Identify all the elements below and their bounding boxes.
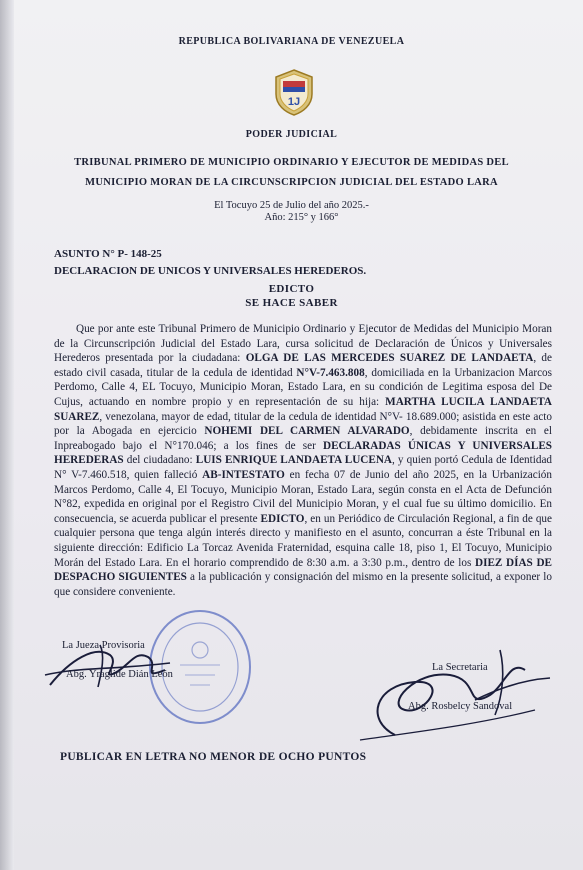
judge-name: Abg. Yraglide Dián León bbox=[66, 669, 173, 680]
republic-heading: REPUBLICA BOLIVARIANA DE VENEZUELA bbox=[178, 36, 405, 47]
edict-paragraph: Que por ante este Tribunal Primero de Municipio Ordinario y Ejecutor de Medidas del Municipio Moran de la Circunscripción Judicial del Estado Lara, cursa solicitud de Declaración de Únicos y Universales Herederos presentada por la ciudadana: OLGA DE LAS MERCEDES SUAREZ DE LANDAETA, de estado civil casada, titular de la cedula de identidad N°V-7.463.808, domiciliada en la Urbanizacion Marcos Perdomo, Calle 4, EL Tocuyo, Municipio Moran, Estado Lara, en su condición de Legitima esposa del De Cujus, actuando en nombre propio y en representación de su hija: MARTHA LUCILA LANDAETA SUAREZ, venezolana, mayor de edad, titular de la cedula de identidad N°V- 18.689.000; asistida en este acto por la Abogada en ejercicio NOHEMI DEL CARMEN ALVARADO, debidamente inscrita en el Inpreabogado bajo el N°170.046; a los fines de ser DECLARADAS ÚNICAS Y UNIVERSALES HEREDERAS del ciudadano: LUIS ENRIQUE LANDAETA LUCENA, y quien portó Cedula de Identidad N° V-7.460.518, quien falleció AB-INTESTATO en fecha 07 de Junio del año 2025, en la Urbanización Marcos Perdomo, Calle 4, El Tocuyo, Municipio Moran, Estado Lara, según consta en el Acta de Defunción N°82, expedida en original por el Registro Civil del Municipio Moran, y el cual fue su último domicilio. En consecuencia, se acuerda publicar el presente EDICTO, en un Periódico de Circulación Regional, a fin de que cualquier persona que tenga algún interés directo y manifiesto en el asunto, concurran a éste Tribunal en la siguiente dirección: Edificio La Torcaz Avenida Fraternidad, esquina calle 18, piso 1, El Tocuyo, Municipio Morán del Estado Lara. En el horario comprendido de 8:30 a.m. a 3:30 p.m., dentro de los DIEZ DÍAS DE DESPACHO SIGUIENTES a la publicación y consignación del mismo en la presente solicitud, a exponer lo que considere conveniente. bbox=[54, 323, 553, 598]
notice-title: SE HACE SABER bbox=[245, 297, 338, 309]
secretary-name: Abg. Rosbelcy Sandoval bbox=[408, 701, 513, 712]
secretary-signature-icon bbox=[355, 640, 555, 750]
branch-heading: PODER JUDICIAL bbox=[245, 129, 338, 140]
judiciary-seal-icon bbox=[272, 68, 316, 116]
declaration-title: DECLARACION DE UNICOS Y UNIVERSALES HEREDEROS. bbox=[54, 265, 367, 277]
edict-body bbox=[54, 322, 552, 599]
tribunal-line-1: TRIBUNAL PRIMERO DE MUNICIPIO ORDINARIO Y EJECUTOR DE MEDIDAS DEL bbox=[74, 157, 509, 168]
tribunal-line-2: MUNICIPIO MORAN DE LA CIRCUNSCRIPCION JUDICIAL DEL ESTADO LARA bbox=[85, 177, 498, 188]
years-line: Año: 215° y 166° bbox=[264, 212, 339, 223]
edict-title: EDICTO bbox=[268, 283, 315, 295]
judge-title: La Jueza Provisoria bbox=[62, 640, 145, 651]
seal-text: 1J bbox=[287, 96, 301, 108]
case-number: ASUNTO N° P- 148-25 bbox=[54, 248, 162, 260]
judge-signature-icon bbox=[40, 625, 180, 695]
date-line: El Tocuyo 25 de Julio del año 2025.- bbox=[214, 200, 369, 211]
secretary-title: La Secretaria bbox=[432, 662, 488, 673]
publication-instruction: PUBLICAR EN LETRA NO MENOR DE OCHO PUNTOS bbox=[60, 751, 367, 763]
